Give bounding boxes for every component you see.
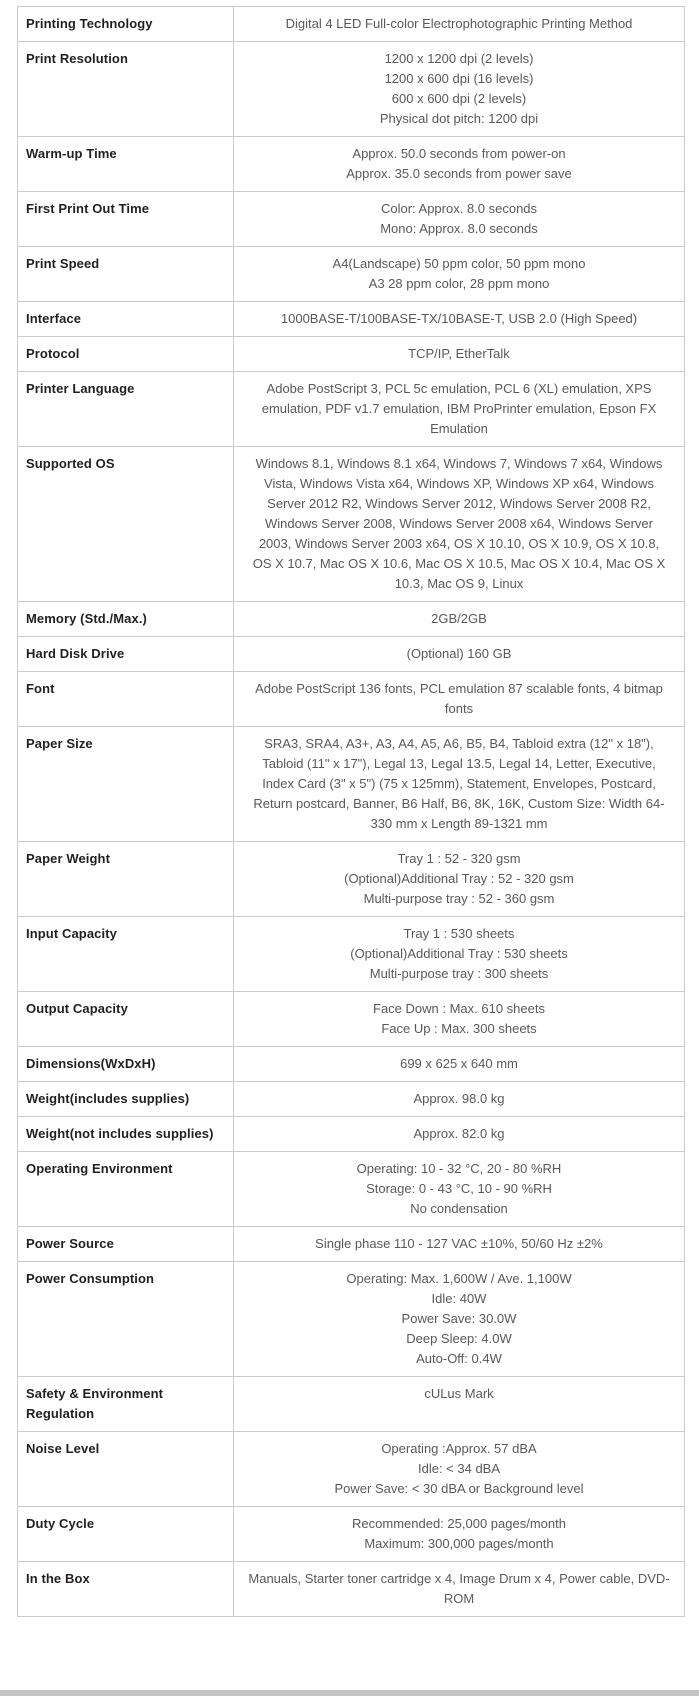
spec-label: Printer Language — [18, 372, 234, 447]
spec-row — [18, 1377, 685, 1432]
spec-value — [234, 1047, 685, 1082]
spec-value-line: 699 x 625 x 640 mm — [400, 1056, 518, 1071]
spec-value-line: Power Save: 30.0W — [401, 1311, 517, 1326]
spec-value-line: 1200 x 600 dpi (16 levels) — [384, 71, 534, 86]
spec-value — [234, 1082, 685, 1117]
spec-value-line: Single phase 110 - 127 VAC ±10%, 50/60 Hz ±2% — [315, 1236, 603, 1251]
spec-label: Paper Weight — [18, 842, 234, 917]
spec-label: First Print Out Time — [18, 192, 234, 247]
spec-row — [18, 192, 685, 247]
spec-row — [18, 372, 685, 447]
spec-label: Memory (Std./Max.) — [18, 602, 234, 637]
spec-value — [234, 637, 685, 672]
spec-value — [234, 1507, 685, 1562]
spec-value-line: Auto-Off: 0.4W — [416, 1351, 502, 1366]
spec-value-line: Adobe PostScript 136 fonts, PCL emulation 87 scalable fonts, 4 bitmap fonts — [255, 681, 663, 716]
spec-label: Safety & Environment Regulation — [18, 1377, 234, 1432]
spec-label: Noise Level — [18, 1432, 234, 1507]
spec-value-line: SRA3, SRA4, A3+, A3, A4, A5, A6, B5, B4, Tabloid extra (12" x 18"), Tabloid (11" x 17"), Legal 13, Legal 13.5, Legal 14, Letter, Executive, Index Card (3" x 5") (75 x 125mm), Statement, Envelopes, Postcard, Return postcard, Banner, B6 Half, B6, 8K, 16K, Custom Size: Width 64-330 mm x Length 89-1321 mm — [253, 736, 665, 831]
spec-value-line: Mono: Approx. 8.0 seconds — [380, 221, 538, 236]
spec-value — [234, 447, 685, 602]
spec-label: In the Box — [18, 1562, 234, 1617]
spec-label: Print Speed — [18, 247, 234, 302]
spec-value-line: Storage: 0 - 43 °C, 10 - 90 %RH — [366, 1181, 552, 1196]
spec-value-line: Approx. 50.0 seconds from power-on — [352, 146, 566, 161]
spec-value-line: Approx. 82.0 kg — [413, 1126, 505, 1141]
spec-row — [18, 992, 685, 1047]
printer-spec-table — [17, 6, 685, 1617]
spec-label: Weight(not includes supplies) — [18, 1117, 234, 1152]
spec-value-line: Maximum: 300,000 pages/month — [364, 1536, 554, 1551]
spec-row — [18, 42, 685, 137]
spec-value — [234, 992, 685, 1047]
spec-value — [234, 137, 685, 192]
spec-row — [18, 1082, 685, 1117]
spec-value — [234, 7, 685, 42]
spec-value-line: Power Save: < 30 dBA or Background level — [334, 1481, 584, 1496]
spec-label: Output Capacity — [18, 992, 234, 1047]
spec-row — [18, 1432, 685, 1507]
spec-value — [234, 302, 685, 337]
spec-row — [18, 137, 685, 192]
horizontal-scrollbar[interactable] — [0, 1690, 699, 1696]
spec-value — [234, 42, 685, 137]
spec-label: Weight(includes supplies) — [18, 1082, 234, 1117]
spec-label: Supported OS — [18, 447, 234, 602]
spec-label: Paper Size — [18, 727, 234, 842]
spec-row — [18, 1262, 685, 1377]
spec-label: Hard Disk Drive — [18, 637, 234, 672]
spec-row — [18, 1507, 685, 1562]
spec-value-line: Operating :Approx. 57 dBA — [381, 1441, 537, 1456]
spec-label: Power Source — [18, 1227, 234, 1262]
spec-row — [18, 337, 685, 372]
spec-value-line: Recommended: 25,000 pages/month — [352, 1516, 566, 1531]
spec-row — [18, 842, 685, 917]
spec-label: Duty Cycle — [18, 1507, 234, 1562]
spec-row — [18, 1227, 685, 1262]
spec-value-line: TCP/IP, EtherTalk — [408, 346, 510, 361]
spec-value — [234, 1562, 685, 1617]
spec-value-line: A4(Landscape) 50 ppm color, 50 ppm mono — [332, 256, 586, 271]
spec-row — [18, 447, 685, 602]
spec-value — [234, 1432, 685, 1507]
spec-value — [234, 247, 685, 302]
spec-value-line: 1000BASE-T/100BASE-TX/10BASE-T, USB 2.0 (High Speed) — [280, 311, 638, 326]
spec-value-line: 2GB/2GB — [431, 611, 487, 626]
spec-value — [234, 917, 685, 992]
spec-value — [234, 337, 685, 372]
spec-row — [18, 602, 685, 637]
spec-row — [18, 247, 685, 302]
spec-value-line: Multi-purpose tray : 52 - 360 gsm — [363, 891, 555, 906]
spec-value-line: No condensation — [410, 1201, 508, 1216]
spec-value-line: Face Down : Max. 610 sheets — [373, 1001, 545, 1016]
spec-value — [234, 672, 685, 727]
spec-value — [234, 1117, 685, 1152]
spec-label: Protocol — [18, 337, 234, 372]
spec-value-line: Tray 1 : 52 - 320 gsm — [397, 851, 521, 866]
spec-value-line: Windows 8.1, Windows 8.1 x64, Windows 7, Windows 7 x64, Windows Vista, Windows Vista x64, Windows XP, Windows XP x64, Windows Server 2012 R2, Windows Server 2012, Windows Server 2008 R2, Windows Server 2008, Windows Server 2008 x64, Windows Server 2003, Windows Server 2003 x64, OS X 10.10, OS X 10.9, OS X 10.8, OS X 10.7, Mac OS X 10.6, Mac OS X 10.5, Mac OS X 10.4, Mac OS X 10.3, Mac OS 9, Linux — [252, 456, 666, 591]
spec-label: Print Resolution — [18, 42, 234, 137]
spec-label: Power Consumption — [18, 1262, 234, 1377]
spec-value-line: Idle: < 34 dBA — [417, 1461, 501, 1476]
spec-value-line: 600 x 600 dpi (2 levels) — [391, 91, 527, 106]
spec-label: Font — [18, 672, 234, 727]
spec-row — [18, 1047, 685, 1082]
spec-value — [234, 1152, 685, 1227]
spec-label: Dimensions(WxDxH) — [18, 1047, 234, 1082]
spec-value-line: Idle: 40W — [431, 1291, 487, 1306]
spec-value-line: Manuals, Starter toner cartridge x 4, Image Drum x 4, Power cable, DVD-ROM — [248, 1571, 670, 1606]
spec-value — [234, 192, 685, 247]
spec-value-line: 1200 x 1200 dpi (2 levels) — [384, 51, 534, 66]
spec-value-line: Approx. 35.0 seconds from power save — [346, 166, 572, 181]
spec-value-line: Face Up : Max. 300 sheets — [381, 1021, 537, 1036]
spec-value — [234, 602, 685, 637]
spec-value — [234, 372, 685, 447]
spec-value — [234, 1227, 685, 1262]
spec-value-line: (Optional) 160 GB — [406, 646, 512, 661]
spec-value — [234, 842, 685, 917]
spec-value-line: Approx. 98.0 kg — [413, 1091, 505, 1106]
spec-value-line: Adobe PostScript 3, PCL 5c emulation, PCL 6 (XL) emulation, XPS emulation, PDF v1.7 emulation, IBM ProPrinter emulation, Epson FX Emulation — [261, 381, 657, 436]
spec-row — [18, 1117, 685, 1152]
spec-label: Interface — [18, 302, 234, 337]
spec-value-line: Digital 4 LED Full-color Electrophotographic Printing Method — [285, 16, 633, 31]
spec-label: Printing Technology — [18, 7, 234, 42]
spec-row — [18, 7, 685, 42]
spec-value-line: Multi-purpose tray : 300 sheets — [369, 966, 549, 981]
spec-label: Warm-up Time — [18, 137, 234, 192]
spec-label: Operating Environment — [18, 1152, 234, 1227]
spec-value-line: A3 28 ppm color, 28 ppm mono — [368, 276, 550, 291]
spec-row — [18, 672, 685, 727]
spec-value — [234, 1377, 685, 1432]
spec-value-line: Physical dot pitch: 1200 dpi — [379, 111, 539, 126]
spec-row — [18, 917, 685, 992]
spec-value-line: Tray 1 : 530 sheets — [403, 926, 515, 941]
spec-value — [234, 727, 685, 842]
spec-value-line: (Optional)Additional Tray : 530 sheets — [350, 946, 568, 961]
spec-row — [18, 637, 685, 672]
spec-table-body — [18, 7, 685, 1617]
spec-value-line: Color: Approx. 8.0 seconds — [380, 201, 538, 216]
spec-value-line: Operating: Max. 1,600W / Ave. 1,100W — [346, 1271, 572, 1286]
spec-row — [18, 302, 685, 337]
spec-value-line: (Optional)Additional Tray : 52 - 320 gsm — [344, 871, 574, 886]
spec-value-line: cULus Mark — [424, 1386, 494, 1401]
spec-value-line: Operating: 10 - 32 °C, 20 - 80 %RH — [356, 1161, 562, 1176]
spec-row — [18, 727, 685, 842]
spec-row — [18, 1152, 685, 1227]
spec-label: Input Capacity — [18, 917, 234, 992]
spec-value — [234, 1262, 685, 1377]
spec-value-line: Deep Sleep: 4.0W — [406, 1331, 512, 1346]
spec-row — [18, 1562, 685, 1617]
